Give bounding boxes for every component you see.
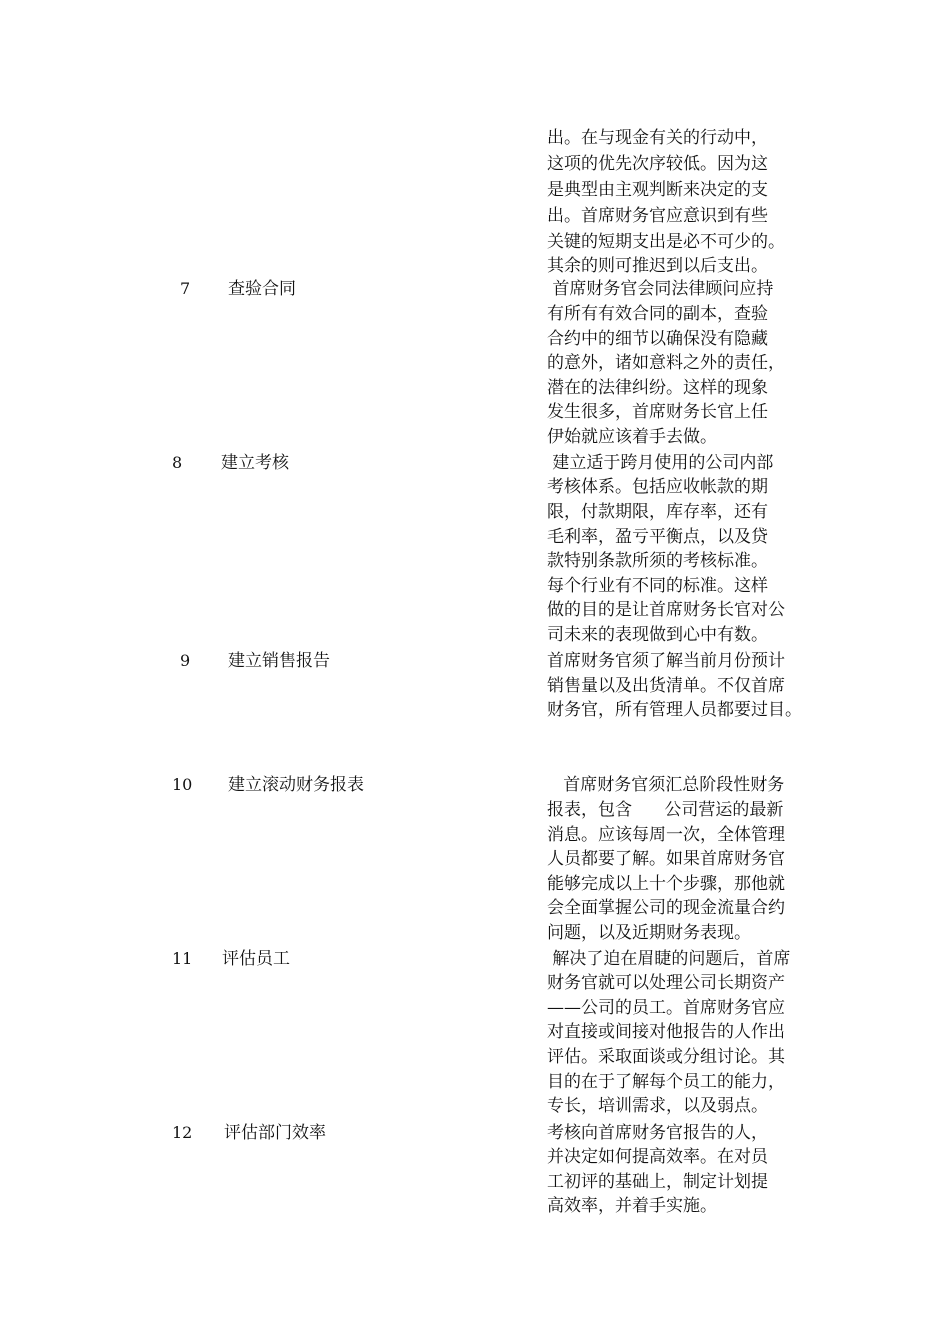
item-number: 11 — [172, 949, 193, 968]
text-line: 能够完成以上十个步骤，那他就 — [547, 874, 785, 894]
item-number: 9 — [180, 651, 191, 670]
text-line: 问题，以及近期财务表现。 — [547, 923, 751, 943]
text-line: 人员都要了解。如果首席财务官 — [547, 849, 785, 869]
text-line: 高效率，并着手实施。 — [547, 1196, 717, 1216]
text-line: 对直接或间接对他报告的人作出 — [547, 1022, 785, 1042]
item-title: 建立销售报告 — [228, 651, 330, 671]
text-line: 款特别条款所须的考核标准。 — [547, 551, 768, 571]
text-line: 发生很多，首席财务长官上任 — [547, 402, 768, 422]
text-line: 其余的则可推迟到以后支出。 — [547, 256, 768, 276]
text-line: 出。在与现金有关的行动中， — [547, 128, 768, 148]
text-line: 评估。采取面谈或分组讨论。其 — [547, 1047, 785, 1067]
text-line: 建立适于跨月使用的公司内部 — [547, 453, 774, 473]
text-line: 销售量以及出货清单。不仅首席 — [547, 676, 785, 696]
text-line: 的意外，诸如意料之外的责任， — [547, 353, 785, 373]
text-line: 限，付款期限，库存率，还有 — [547, 502, 768, 522]
item-title: 建立考核 — [221, 453, 289, 473]
text-line: 首席财务官须了解当前月份预计 — [547, 651, 785, 671]
item-number: 7 — [180, 279, 191, 298]
text-line: 并决定如何提高效率。在对员 — [547, 1147, 768, 1167]
text-line: 消息。应该每周一次，全体管理 — [547, 825, 785, 845]
item-title: 查验合同 — [228, 279, 296, 299]
text-line: 司未来的表现做到心中有数。 — [547, 625, 768, 645]
item-title: 评估员工 — [222, 949, 290, 969]
text-line: 有所有有效合同的副本，查验 — [547, 304, 768, 324]
text-line: 合约中的细节以确保没有隐藏 — [547, 329, 768, 349]
item-number: 8 — [172, 453, 183, 472]
text-line: 做的目的是让首席财务长官对公 — [547, 600, 785, 620]
item-title: 建立滚动财务报表 — [228, 775, 364, 795]
text-line: 解决了迫在眉睫的问题后，首席 — [547, 949, 791, 969]
text-line: 考核向首席财务官报告的人， — [547, 1123, 768, 1143]
item-number: 10 — [172, 775, 193, 794]
text-line: 考核体系。包括应收帐款的期 — [547, 477, 768, 497]
text-line: 关键的短期支出是必不可少的。 — [547, 232, 785, 252]
text-line: 首席财务官会同法律顾问应持 — [547, 279, 774, 299]
text-line: 工初评的基础上，制定计划提 — [547, 1172, 768, 1192]
text-line: 财务官，所有管理人员都要过目。 — [547, 700, 802, 720]
text-line: 首席财务官须汇总阶段性财务 — [547, 775, 785, 795]
text-line: 报表，包含 公司营运的最新 — [547, 800, 784, 820]
text-line: 每个行业有不同的标准。这样 — [547, 576, 768, 596]
text-line: 这项的优先次序较低。因为这 — [547, 154, 768, 174]
text-line: 会全面掌握公司的现金流量合约 — [547, 898, 785, 918]
item-number: 12 — [172, 1123, 193, 1142]
text-line: 毛利率，盈亏平衡点，以及贷 — [547, 527, 768, 547]
text-line: 潜在的法律纠纷。这样的现象 — [547, 378, 768, 398]
text-line: 伊始就应该着手去做。 — [547, 427, 717, 447]
item-title: 评估部门效率 — [224, 1123, 326, 1143]
text-line: ——公司的员工。首席财务官应 — [547, 998, 785, 1018]
text-line: 出。首席财务官应意识到有些 — [547, 206, 768, 226]
text-line: 目的在于了解每个员工的能力， — [547, 1072, 785, 1092]
text-line: 是典型由主观判断来决定的支 — [547, 180, 768, 200]
text-line: 财务官就可以处理公司长期资产 — [547, 973, 785, 993]
text-line: 专长，培训需求，以及弱点。 — [547, 1096, 768, 1116]
